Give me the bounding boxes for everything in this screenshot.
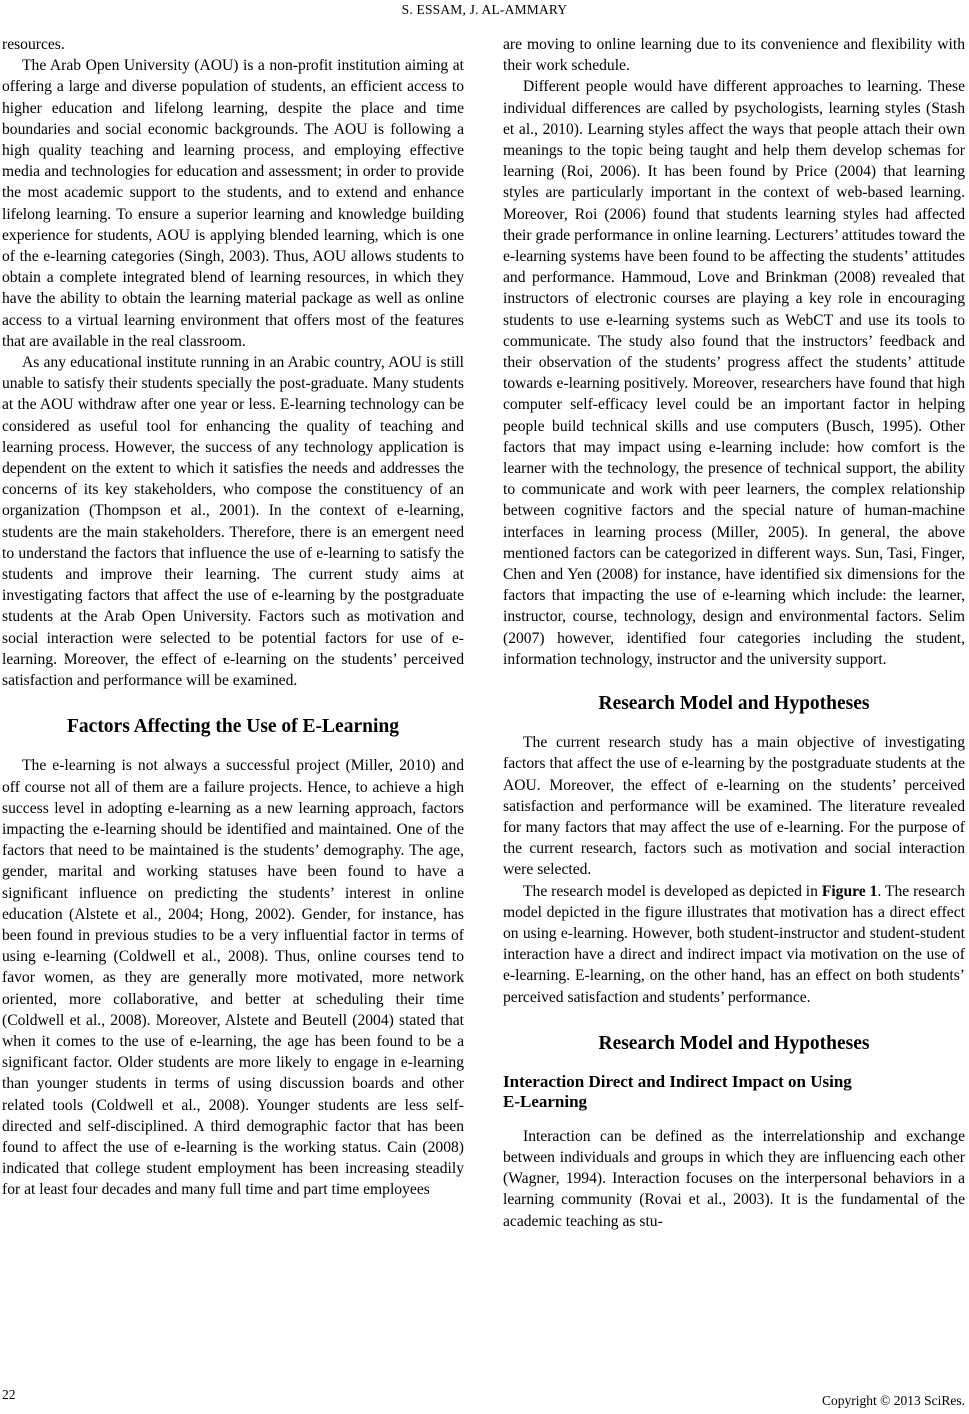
running-head: S. ESSAM, J. AL-AMMARY — [401, 2, 568, 17]
section-heading: Research Model and Hypotheses — [598, 1032, 870, 1054]
paragraph: Different people would have different approaches to learning. These individual differences are called by psychologists, learning styles (Stash et al., 2010). Learning styles affect the ways that people attach their own meanings to the topic being taught and help them develop schemas for learning (Roi, 2006). It has been found by Price (2004) that learning styles are particularly important in the context of web-based learning. Moreover, Roi (2006) found that students learning styles had affected their grade performance in online learning. Lecturers’ attitudes toward the e-learning systems have been found to be affecting the students’ attitudes and performance. Hammoud, Love and Brinkman (2008) revealed that instructors of electronic courses are playing a key role in encouraging students to use e-learning systems such as WebCT and use its tools to communicate. The study also found that the instructors’ feedback and their observation of the students’ progress affect the students’ attitude towards e-learning positively. Moreover, researchers have found that high computer self-efficacy level could be an important factor in helping people build technical skills and use computers (Busch, 1995). Other factors that may impact using e-learning include: how comfort is the learner with the technology, the presence of technical support, the ability to communicate and work with peer learners, the complex relationship between cognitive factors and the special nature of human-machine interfaces in learning process (Miller, 2005). In general, the above mentioned factors can be categorized in different ways. Sun, Tasi, Finger, Chen and Yen (2008) for instance, have identified six dimensions for the factors that impacting the use of e-learning which include: the learner, instructor, course, technology, design and environmental factors. Selim (2007) however, identified four categories including the student, information technology, instructor and the university support. — [503, 78, 965, 668]
section-heading: Research Model and Hypotheses — [598, 693, 870, 715]
right-column — [503, 34, 965, 1232]
subsection-heading-line: E-Learning — [503, 1091, 588, 1111]
paragraph: resources. — [2, 36, 65, 53]
paragraph: The e-learning is not always a successful project (Miller, 2010) and off course not all of them are a failure projects. Hence, to achieve a high success level in adopting e-learning as a new learning approach, factors impacting the e-learning should be identified and maintained. One of the factors that need to be maintained is the students’ demography. The age, gender, marital and working statuses have been found to have a significant influence on predicting the students’ interest in online education (Alstete et al., 2004; Hong, 2002). Gender, for instance, has been found in previous studies to be a very influential factor in terms of using e-learning (Coldwell et al., 2008). Thus, online courses tend to favor women, as they are generally more motivated, more network oriented, more collaborative, and better at scheduling their time (Coldwell et al., 2008). Moreover, Alstete and Beutell (2004) stated that when it comes to the use of e-learning, the age has been found to be a significant factor. Older students are more likely to engage in e-learning than younger students in terms of using discussion boards and other related tools (Coldwell et al., 2008). Younger students are less self-directed and self-disciplined. A third demographic factor that has been found to affect the use of e-learning is the working status. Cain (2008) indicated that college student employment has been increasing steadily for at least four decades and many full time and part time employees — [2, 757, 464, 1199]
paragraph — [503, 881, 965, 1008]
subsection-heading-line: Interaction Direct and Indirect Impact on Using — [503, 1071, 852, 1091]
subsection-heading — [503, 1072, 965, 1112]
paragraph: are moving to online learning due to its convenience and flexibility with their work schedule. — [503, 36, 965, 75]
copyright-notice: Copyright © 2013 SciRes. — [821, 1393, 965, 1408]
paragraph: As any educational institute running in an Arabic country, AOU is still unable to satisfy their students specially the post-graduate. Many students at the AOU withdraw after one year or less. E-learning technology can be considered as useful tool for enhancing the quality of teaching and learning process. However, the success of any technology application is dependent on the extent to which it satisfies the needs and addresses the concerns of its key stakeholders, who compose the constituency of an organization (Thompson et al., 2001). In the context of e-learning, students are the main stakeholders. Therefore, there is an emergent need to understand the factors that influence the use of e-learning to satisfy the students and improve their learning. The current study aims at investigating factors that affect the use of e-learning by the postgraduate students at the Arab Open University. Factors such as motivation and social interaction were selected to be potential factors for use of e-learning. Moreover, the effect of e-learning on the students’ perceived satisfaction and performance will be examined. — [2, 354, 464, 690]
paragraph: The Arab Open University (AOU) is a non-profit institution aiming at offering a large and diverse population of students, an efficient access to higher education and lifelong learning, despite the place and time boundaries and social economic backgrounds. The AOU is following a high quality teaching and learning process, and employing effective media and technologies for education and assessment; in order to provide the most academic support to the students, and to extend and enhance lifelong learning. To ensure a superior learning and knowledge building experience for students, AOU is applying blended learning, which is one of the e-learning categories (Singh, 2003). Thus, AOU allows students to obtain a complete integrated blend of learning resources, in which they have the ability to obtain the learning material package as well as online access to a virtual learning environment that offers most of the features that are available in the real classroom. — [2, 57, 464, 350]
paragraph-text: . The research model depicted in the figure illustrates that motivation has a direct effect on using e-learning. However, both student-instructor and student-student interaction have a direct and indirect impact via motivation on the use of e-learning. E-learning, on the other hand, has an effect on both students’ perceived satisfaction and students’ performance. — [503, 882, 966, 1006]
page-number: 22 — [2, 1387, 16, 1402]
figure-reference[interactable]: Figure 1 — [821, 882, 878, 900]
paragraph: The current research study has a main objective of investigating factors that affect the use of e-learning by the postgraduate students at the AOU. Moreover, the effect of e-learning on the students’ perceived satisfaction and performance will be examined. The literature revealed for many factors that may affect the use of e-learning. For the purpose of the current research, factors such as motivation and social interaction were selected. — [503, 734, 965, 879]
paragraph-text: The research model is developed as depicted in — [523, 882, 822, 900]
left-column — [2, 34, 464, 1201]
section-heading: Factors Affecting the Use of E-Learning — [67, 716, 399, 738]
paragraph: Interaction can be defined as the interrelationship and exchange between individuals and groups in which they are influencing each other (Wagner, 1994). Interaction focuses on the interpersonal behaviors in a learning community (Rovai et al., 2003). It is the fundamental of the academic teaching as stu- — [503, 1127, 965, 1230]
